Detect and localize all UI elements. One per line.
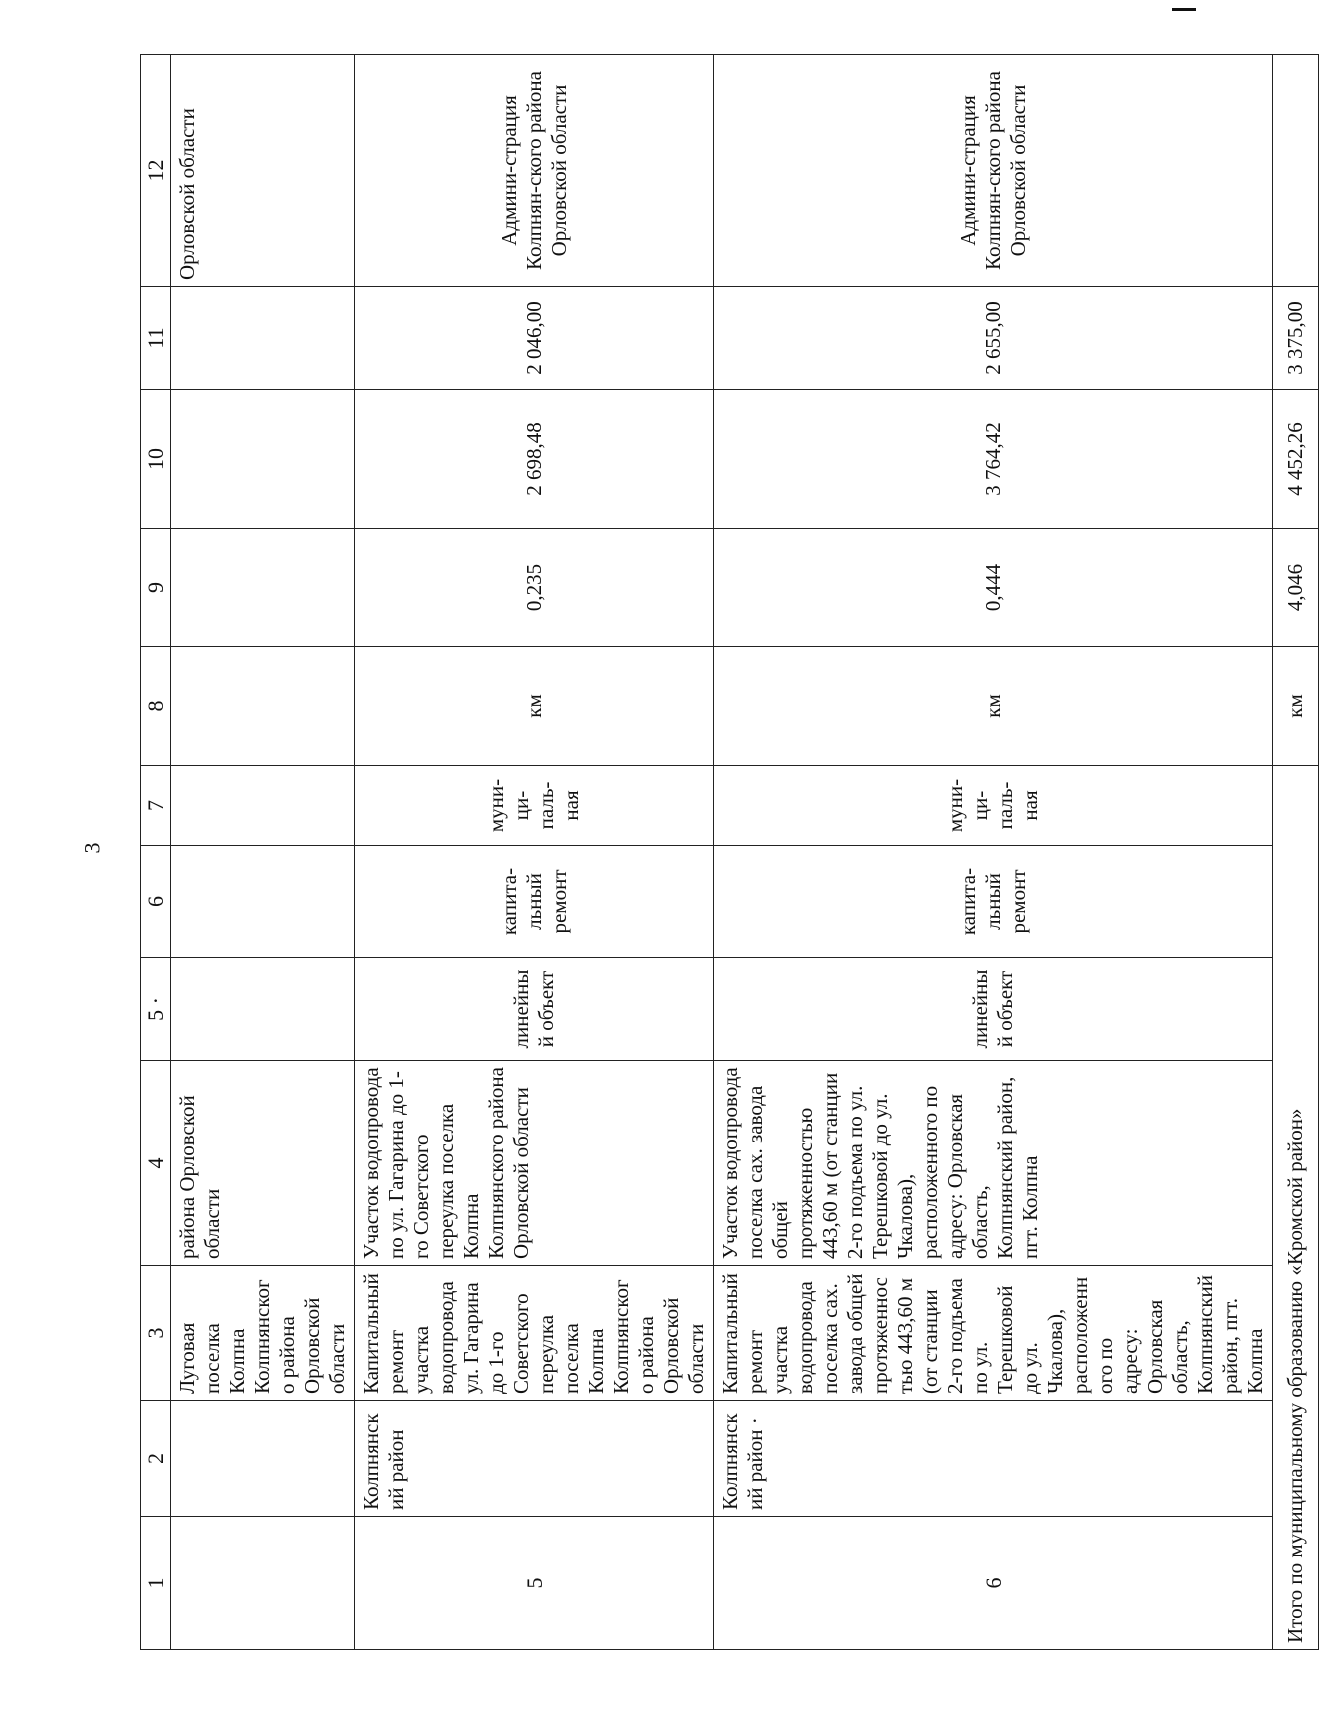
cell-empty [171, 1517, 355, 1650]
unit-cell: км [355, 647, 714, 766]
description-cell: Капитальный ремонт участка водопровода ул. Гагарина до 1-го Советского переулка поселка Колпна Колпнянского района Орловской области [355, 1266, 714, 1401]
total-label: Итого по муниципальному образованию «Кромской район» [1273, 766, 1319, 1650]
corner-mark [1172, 8, 1196, 11]
total-cost: 4 452,26 [1273, 390, 1319, 529]
cell-empty [171, 958, 355, 1061]
col-header-10: 10 [141, 390, 171, 529]
row-number: 6 [714, 1517, 1273, 1650]
total-unit: км [1273, 647, 1319, 766]
length-cell: 0,444 [714, 529, 1273, 647]
table-row [714, 55, 1273, 1650]
col-header-12: 12 [141, 55, 171, 287]
continuation-row [171, 55, 355, 1650]
customer-cell: Админи-страция Колпнян-ского района Орловской области [355, 55, 714, 287]
col-header-4: 4 [141, 1061, 171, 1266]
cell-empty [171, 529, 355, 647]
cell-empty [171, 846, 355, 958]
cell-empty [171, 390, 355, 529]
col-header-1: 1 [141, 1517, 171, 1650]
page-number: 3 [79, 842, 105, 854]
description-cell: Капитальный ремонт участка водопровода поселка сах. завода общей протяженностью 443,60 м (от станции 2-го подъема по ул. Терешковой до ул. Чкалова), расположенного по адресу: Орловская область, Колпнянский район, пгт. Колпна [714, 1266, 1273, 1401]
district-cell: Колпнянский район · [714, 1401, 1273, 1517]
cell-empty [171, 647, 355, 766]
work-type-cell: капита-льный ремонт [714, 846, 1273, 958]
amount-cell: 2 046,00 [355, 287, 714, 390]
amount-cell: 2 655,00 [714, 287, 1273, 390]
rotated-page-content [140, 55, 1307, 1650]
col-header-2: 2 [141, 1401, 171, 1517]
total-amount: 3 375,00 [1273, 287, 1319, 390]
cell-empty [171, 1401, 355, 1517]
column-number-row [141, 55, 171, 1650]
table-row [355, 55, 714, 1650]
row-number: 5 [355, 1517, 714, 1650]
object-cell: Участок водопровода поселка сах. завода общей протяженностью 443,60 м (от станции 2-го подъема по ул. Терешковой до ул. Чкалова), расположенного по адресу: Орловская область, Колпнянский район, пгт. Колпна [714, 1061, 1273, 1266]
total-row [1273, 55, 1319, 1650]
col-header-5: 5 · [141, 958, 171, 1061]
district-cell: Колпнянский район [355, 1401, 714, 1517]
length-cell: 0,235 [355, 529, 714, 647]
continuation-customer: Орловской области [171, 55, 355, 287]
col-header-3: 3 [141, 1266, 171, 1401]
object-cell: Участок водопровода по ул. Гагарина до 1-го Советского переулка поселка Колпна Колпнянского района Орловской области [355, 1061, 714, 1266]
total-length: 4,046 [1273, 529, 1319, 647]
cost-cell: 3 764,42 [714, 390, 1273, 529]
ownership-cell: муни-ци-паль-ная [355, 766, 714, 846]
col-header-8: 8 [141, 647, 171, 766]
project-table [140, 54, 1319, 1650]
ownership-cell: муни-ци-паль-ная [714, 766, 1273, 846]
cell-empty [171, 287, 355, 390]
object-type-cell: линейный объект [714, 958, 1273, 1061]
col-header-6: 6 [141, 846, 171, 958]
continuation-object: района Орловской области [171, 1061, 355, 1266]
unit-cell: км [714, 647, 1273, 766]
cell-empty [171, 766, 355, 846]
customer-cell: Админи-страция Колпнян-ского района Орловской области [714, 55, 1273, 287]
cost-cell: 2 698,48 [355, 390, 714, 529]
object-type-cell: линейный объект [355, 958, 714, 1061]
cell-empty [1273, 55, 1319, 287]
continuation-description: Луговая поселка Колпна Колпнянского района Орловской области [171, 1266, 355, 1401]
col-header-11: 11 [141, 287, 171, 390]
col-header-7: 7 [141, 766, 171, 846]
work-type-cell: капита-льный ремонт [355, 846, 714, 958]
col-header-9: 9 [141, 529, 171, 647]
